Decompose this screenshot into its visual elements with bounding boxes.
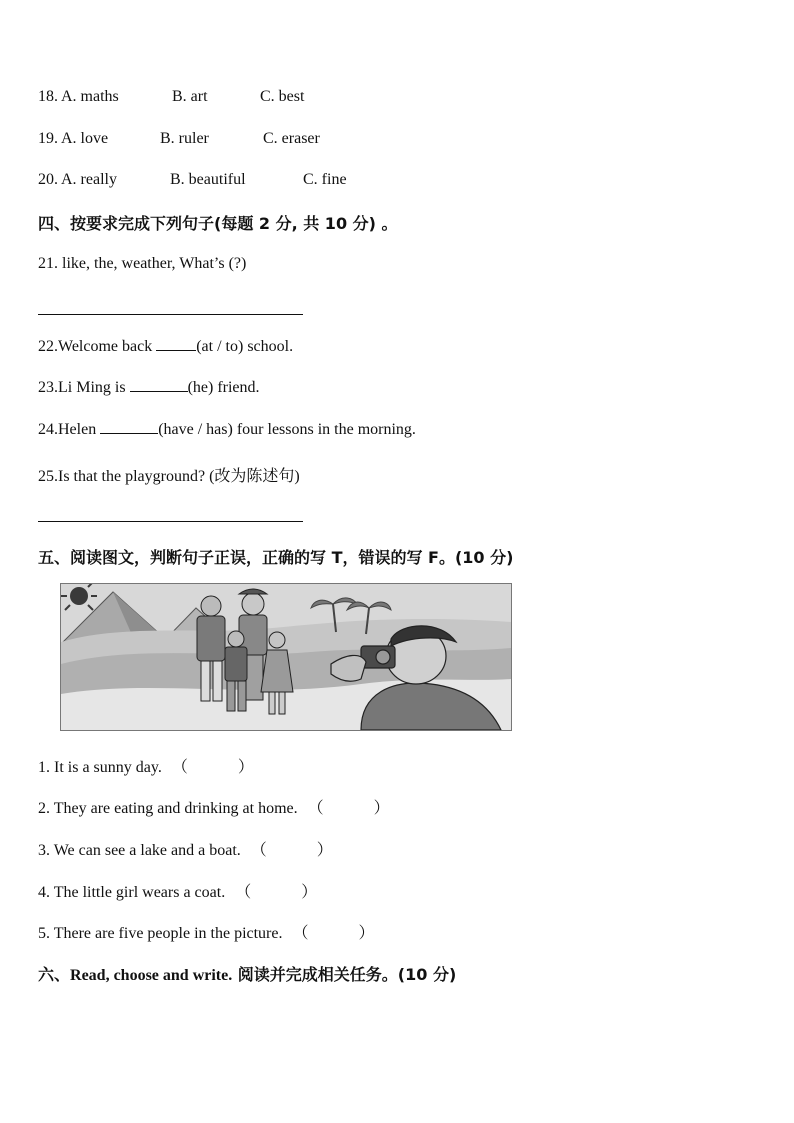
answer-paren-open: （ — [250, 842, 267, 859]
tf-item-1 — [38, 754, 254, 777]
tf-item-5 — [38, 920, 375, 943]
tf-item-5-text: 5. There are five people in the picture. — [38, 925, 283, 942]
answer-paren-open: （ — [307, 800, 324, 817]
tf-item-2-text: 2. They are eating and drinking at home. — [38, 800, 298, 817]
question-22 — [38, 338, 293, 356]
question-25: 25.Is that the playground? (改为陈述句) — [38, 468, 300, 485]
answer-paren-close: ） — [358, 925, 375, 942]
answer-paren-close: ） — [373, 800, 390, 817]
option-c: C. best — [260, 88, 305, 105]
question-number: 19. — [38, 130, 58, 147]
question-22-prefix: 22.Welcome back — [38, 338, 157, 355]
question-21: 21. like, the, weather, What’s (?) — [38, 255, 247, 272]
answer-paren-open: （ — [235, 884, 252, 901]
tf-item-4 — [38, 879, 317, 902]
tf-item-3 — [38, 837, 333, 860]
fill-blank-22[interactable] — [156, 350, 196, 351]
option-b: B. beautiful — [170, 171, 246, 188]
desert-family-picture — [60, 583, 512, 731]
section-6-chinese: 阅读并完成相关任务。(10 分) — [232, 965, 457, 984]
option-a: A. love — [61, 130, 109, 147]
tf-item-4-text: 4. The little girl wears a coat. — [38, 884, 226, 901]
question-22-suffix: (at / to) school. — [196, 338, 294, 355]
option-b: B. art — [172, 88, 208, 105]
option-b: B. ruler — [160, 130, 209, 147]
section-4-heading: 四、按要求完成下列句子(每题 2 分, 共 10 分) 。 — [38, 214, 398, 233]
answer-paren-close: ） — [301, 884, 318, 901]
option-c: C. eraser — [263, 130, 320, 147]
question-23-prefix: 23.Li Ming is — [38, 379, 130, 396]
answer-paren-open: （ — [171, 759, 188, 776]
answer-line-21[interactable] — [38, 314, 303, 315]
option-a: A. maths — [61, 88, 119, 105]
question-24-suffix: (have / has) four lessons in the morning. — [158, 421, 416, 438]
section-6-english: Read, choose and write. — [70, 967, 233, 984]
fill-blank-23[interactable] — [130, 391, 188, 392]
question-24-prefix: 24.Helen — [38, 421, 101, 438]
answer-paren-open: （ — [292, 925, 309, 942]
question-23-suffix: (he) friend. — [187, 379, 260, 396]
tf-item-1-text: 1. It is a sunny day. — [38, 759, 162, 776]
option-c: C. fine — [303, 171, 347, 188]
section-5-heading: 五、阅读图文，判断句子正误，正确的写 T，错误的写 F。(10 分) — [38, 548, 514, 567]
question-24 — [38, 421, 416, 439]
tf-item-2 — [38, 795, 390, 818]
section-6-heading — [38, 962, 456, 985]
section-6-prefix: 六、 — [38, 965, 71, 984]
option-a: A. really — [61, 171, 117, 188]
question-number: 20. — [38, 171, 58, 188]
question-23 — [38, 379, 260, 397]
tf-item-3-text: 3. We can see a lake and a boat. — [38, 842, 241, 859]
answer-paren-close: ） — [316, 842, 333, 859]
fill-blank-24[interactable] — [100, 433, 158, 434]
question-number: 18. — [38, 88, 58, 105]
answer-paren-close: ） — [237, 759, 254, 776]
answer-line-25[interactable] — [38, 521, 303, 522]
